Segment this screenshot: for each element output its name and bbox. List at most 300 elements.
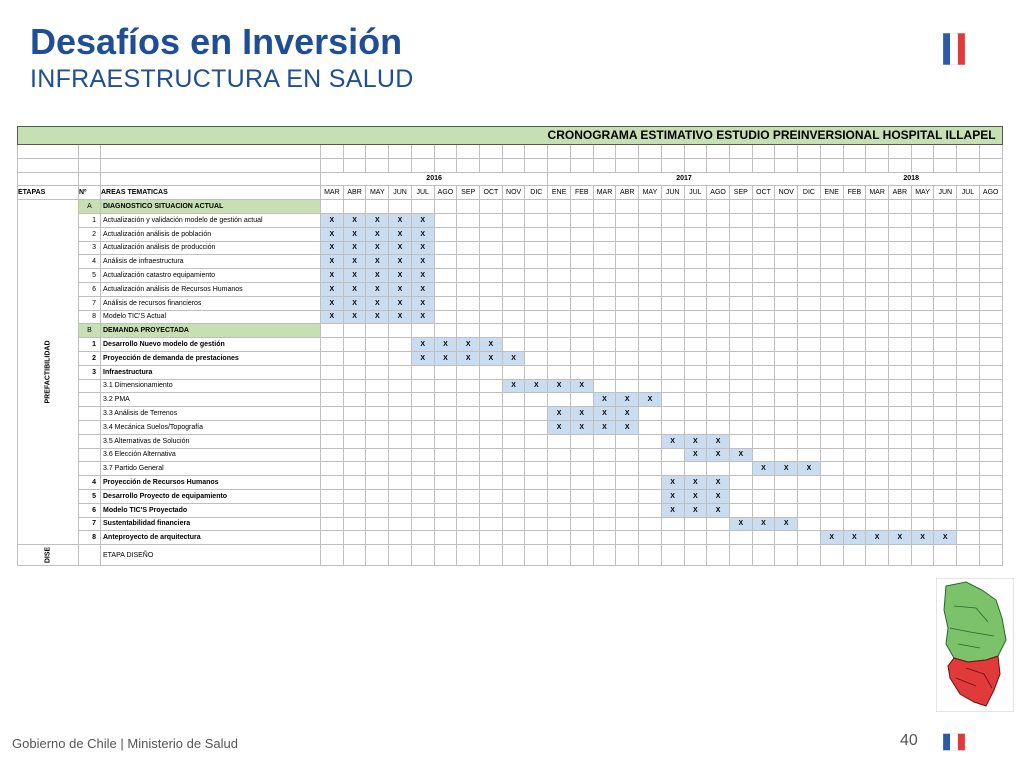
schedule-cell xyxy=(684,407,707,421)
empty-cell xyxy=(616,145,639,159)
schedule-cell xyxy=(366,351,389,365)
schedule-cell xyxy=(570,282,593,296)
schedule-cell xyxy=(866,476,889,490)
schedule-cell xyxy=(729,200,752,214)
schedule-cell xyxy=(684,213,707,227)
schedule-title: CRONOGRAMA ESTIMATIVO ESTUDIO PREINVERSIONAL HOSPITAL ILLAPEL xyxy=(18,127,1003,145)
schedule-cell xyxy=(548,351,571,365)
month-header: FEB xyxy=(570,186,593,200)
flag-bottom-icon xyxy=(943,716,965,768)
schedule-cell xyxy=(343,338,366,352)
footer-text: Gobierno de Chile | Ministerio de Salud xyxy=(12,736,238,751)
schedule-cell xyxy=(843,338,866,352)
schedule-cell xyxy=(979,213,1002,227)
activity-label: Desarrollo Proyecto de equipamiento xyxy=(101,489,321,503)
schedule-cell xyxy=(502,448,525,462)
schedule-cell xyxy=(661,448,684,462)
schedule-cell xyxy=(684,200,707,214)
schedule-cell xyxy=(775,420,798,434)
schedule-cell xyxy=(775,531,798,545)
schedule-cell xyxy=(820,448,843,462)
schedule-cell xyxy=(434,448,457,462)
schedule-cell xyxy=(457,531,480,545)
schedule-cell xyxy=(752,310,775,324)
table-row xyxy=(18,255,1003,269)
schedule-cell xyxy=(389,351,412,365)
table-row xyxy=(18,393,1003,407)
empty-cell xyxy=(729,158,752,172)
schedule-cell xyxy=(616,379,639,393)
schedule-cell xyxy=(389,462,412,476)
empty-cell xyxy=(820,158,843,172)
month-header: ABR xyxy=(343,186,366,200)
schedule-cell xyxy=(684,338,707,352)
schedule-cell xyxy=(321,462,344,476)
schedule-cell xyxy=(775,434,798,448)
schedule-cell xyxy=(639,420,662,434)
schedule-mark: X xyxy=(343,310,366,324)
row-number: 4 xyxy=(79,476,101,490)
schedule-mark: X xyxy=(684,476,707,490)
schedule-cell xyxy=(661,269,684,283)
activity-label: 3.1 Dimensionamiento xyxy=(101,379,321,393)
schedule-mark: X xyxy=(707,476,730,490)
schedule-cell xyxy=(616,517,639,531)
schedule-cell xyxy=(707,338,730,352)
schedule-cell xyxy=(707,517,730,531)
schedule-cell xyxy=(321,324,344,338)
schedule-mark: X xyxy=(321,269,344,283)
month-header: MAY xyxy=(366,186,389,200)
schedule-cell xyxy=(775,310,798,324)
schedule-cell xyxy=(525,462,548,476)
schedule-cell xyxy=(502,282,525,296)
schedule-cell xyxy=(593,503,616,517)
schedule-mark: X xyxy=(593,420,616,434)
schedule-cell xyxy=(820,324,843,338)
table-row xyxy=(18,241,1003,255)
schedule-cell xyxy=(616,227,639,241)
schedule-cell xyxy=(434,269,457,283)
schedule-cell xyxy=(525,324,548,338)
schedule-cell xyxy=(480,213,503,227)
month-header: NOV xyxy=(502,186,525,200)
schedule-cell xyxy=(661,241,684,255)
schedule-cell xyxy=(661,200,684,214)
schedule-mark: X xyxy=(570,407,593,421)
empty-cell xyxy=(502,145,525,159)
schedule-cell xyxy=(593,462,616,476)
schedule-cell xyxy=(457,241,480,255)
schedule-cell xyxy=(707,324,730,338)
schedule-cell xyxy=(434,420,457,434)
schedule-cell xyxy=(366,420,389,434)
schedule-cell xyxy=(525,420,548,434)
schedule-cell xyxy=(502,338,525,352)
schedule-cell xyxy=(593,379,616,393)
schedule-cell xyxy=(866,545,889,566)
schedule-cell xyxy=(389,379,412,393)
schedule-mark: X xyxy=(411,213,434,227)
schedule-cell xyxy=(729,310,752,324)
schedule-cell xyxy=(798,407,821,421)
schedule-cell xyxy=(866,269,889,283)
schedule-cell xyxy=(570,476,593,490)
page-title: Desafíos en Inversión xyxy=(30,21,403,62)
schedule-cell xyxy=(548,531,571,545)
schedule-cell xyxy=(548,310,571,324)
col-etapas: ETAPAS xyxy=(18,186,79,200)
schedule-cell xyxy=(775,200,798,214)
schedule-cell xyxy=(661,365,684,379)
schedule-cell xyxy=(957,310,980,324)
table-row xyxy=(18,282,1003,296)
schedule-mark: X xyxy=(480,351,503,365)
schedule-cell xyxy=(525,489,548,503)
schedule-cell xyxy=(729,227,752,241)
month-header: JUN xyxy=(934,186,957,200)
schedule-mark: X xyxy=(480,338,503,352)
schedule-cell xyxy=(570,241,593,255)
schedule-cell xyxy=(752,200,775,214)
activity-label: Actualización análisis de población xyxy=(101,227,321,241)
empty-cell xyxy=(661,145,684,159)
table-row xyxy=(18,462,1003,476)
schedule-cell xyxy=(525,476,548,490)
schedule-cell xyxy=(321,489,344,503)
schedule-cell xyxy=(798,434,821,448)
schedule-cell xyxy=(661,462,684,476)
schedule-cell xyxy=(979,365,1002,379)
empty-cell xyxy=(79,158,101,172)
schedule-cell xyxy=(707,227,730,241)
schedule-cell xyxy=(798,338,821,352)
empty-cell xyxy=(343,158,366,172)
schedule-cell xyxy=(843,296,866,310)
schedule-mark: X xyxy=(389,255,412,269)
schedule-cell xyxy=(820,310,843,324)
schedule-cell xyxy=(434,200,457,214)
schedule-cell xyxy=(366,531,389,545)
schedule-cell xyxy=(457,462,480,476)
schedule-cell xyxy=(957,420,980,434)
schedule-cell xyxy=(866,351,889,365)
empty-cell xyxy=(457,145,480,159)
schedule-cell xyxy=(957,503,980,517)
schedule-cell xyxy=(888,324,911,338)
schedule-cell xyxy=(457,407,480,421)
schedule-cell xyxy=(389,517,412,531)
schedule-cell xyxy=(343,517,366,531)
schedule-cell xyxy=(820,365,843,379)
schedule-cell xyxy=(593,255,616,269)
empty-cell xyxy=(343,145,366,159)
schedule-cell xyxy=(570,269,593,283)
schedule-cell xyxy=(570,338,593,352)
schedule-cell xyxy=(684,296,707,310)
schedule-cell xyxy=(480,200,503,214)
schedule-cell xyxy=(843,200,866,214)
schedule-cell xyxy=(593,282,616,296)
schedule-cell xyxy=(888,200,911,214)
row-number: A xyxy=(79,200,101,214)
schedule-cell xyxy=(866,227,889,241)
schedule-mark: X xyxy=(411,241,434,255)
empty-cell xyxy=(684,145,707,159)
schedule-cell xyxy=(684,545,707,566)
schedule-cell xyxy=(911,545,934,566)
schedule-cell xyxy=(457,255,480,269)
schedule-cell xyxy=(457,379,480,393)
schedule-mark: X xyxy=(548,420,571,434)
schedule-cell xyxy=(866,393,889,407)
schedule-cell xyxy=(752,296,775,310)
schedule-cell xyxy=(729,324,752,338)
schedule-cell xyxy=(979,545,1002,566)
schedule-cell xyxy=(729,393,752,407)
schedule-cell xyxy=(798,503,821,517)
schedule-cell xyxy=(343,476,366,490)
schedule-cell xyxy=(570,255,593,269)
schedule-cell xyxy=(888,420,911,434)
month-header: MAY xyxy=(911,186,934,200)
schedule-mark: X xyxy=(366,241,389,255)
schedule-cell xyxy=(752,476,775,490)
schedule-cell xyxy=(366,545,389,566)
col-num: Nº xyxy=(79,186,101,200)
schedule-cell xyxy=(798,269,821,283)
schedule-cell xyxy=(639,213,662,227)
schedule-cell xyxy=(957,393,980,407)
schedule-cell xyxy=(798,545,821,566)
schedule-cell xyxy=(798,393,821,407)
schedule-cell xyxy=(639,351,662,365)
schedule-mark: X xyxy=(411,296,434,310)
schedule-cell xyxy=(525,200,548,214)
schedule-cell xyxy=(366,503,389,517)
empty-cell xyxy=(775,145,798,159)
schedule-cell xyxy=(820,434,843,448)
schedule-mark: X xyxy=(752,462,775,476)
schedule-cell xyxy=(593,296,616,310)
schedule-mark: X xyxy=(366,282,389,296)
empty-cell xyxy=(979,158,1002,172)
schedule-cell xyxy=(570,393,593,407)
schedule-cell xyxy=(434,462,457,476)
empty-cell xyxy=(101,145,321,159)
schedule-cell xyxy=(707,393,730,407)
schedule-cell xyxy=(684,517,707,531)
empty-cell xyxy=(911,145,934,159)
schedule-cell xyxy=(366,489,389,503)
schedule-cell xyxy=(707,269,730,283)
schedule-cell xyxy=(593,476,616,490)
activity-label: Actualización análisis de Recursos Humanos xyxy=(101,282,321,296)
schedule-cell xyxy=(752,545,775,566)
schedule-cell xyxy=(888,338,911,352)
table-row xyxy=(18,269,1003,283)
schedule-cell xyxy=(866,462,889,476)
row-number: 7 xyxy=(79,517,101,531)
schedule-cell xyxy=(548,489,571,503)
schedule-cell xyxy=(548,282,571,296)
schedule-mark: X xyxy=(321,213,344,227)
schedule-cell xyxy=(480,393,503,407)
schedule-cell xyxy=(957,517,980,531)
schedule-cell xyxy=(934,545,957,566)
schedule-cell xyxy=(411,407,434,421)
schedule-cell xyxy=(957,338,980,352)
row-number: 5 xyxy=(79,489,101,503)
month-header: MAR xyxy=(593,186,616,200)
schedule-cell xyxy=(321,393,344,407)
schedule-cell xyxy=(934,310,957,324)
schedule-mark: X xyxy=(820,531,843,545)
empty-cell xyxy=(570,145,593,159)
schedule-cell xyxy=(911,338,934,352)
schedule-cell xyxy=(684,393,707,407)
schedule-cell xyxy=(570,310,593,324)
schedule-cell xyxy=(434,324,457,338)
schedule-cell xyxy=(934,448,957,462)
schedule-cell xyxy=(957,255,980,269)
empty-cell xyxy=(18,158,79,172)
schedule-cell xyxy=(979,489,1002,503)
table-row xyxy=(18,420,1003,434)
schedule-mark: X xyxy=(411,310,434,324)
row-number: 1 xyxy=(79,338,101,352)
schedule-cell xyxy=(548,200,571,214)
schedule-cell xyxy=(729,241,752,255)
schedule-cell xyxy=(684,241,707,255)
schedule-cell xyxy=(934,324,957,338)
empty-cell xyxy=(684,158,707,172)
schedule-mark: X xyxy=(911,531,934,545)
schedule-cell xyxy=(548,365,571,379)
schedule-cell xyxy=(321,531,344,545)
schedule-cell xyxy=(979,503,1002,517)
region-map-icon xyxy=(936,578,1014,712)
year-header: 2016 xyxy=(321,172,548,186)
schedule-cell xyxy=(661,531,684,545)
month-header: ENE xyxy=(548,186,571,200)
schedule-cell xyxy=(752,351,775,365)
schedule-cell xyxy=(888,255,911,269)
schedule-cell xyxy=(593,365,616,379)
schedule-cell xyxy=(411,393,434,407)
table-row xyxy=(18,324,1003,338)
schedule-cell xyxy=(616,448,639,462)
schedule-cell xyxy=(457,296,480,310)
schedule-cell xyxy=(480,227,503,241)
schedule-cell xyxy=(548,545,571,566)
schedule-cell xyxy=(366,517,389,531)
activity-label: 3.5 Alternativas de Solución xyxy=(101,434,321,448)
row-number xyxy=(79,434,101,448)
schedule-mark: X xyxy=(661,434,684,448)
schedule-cell xyxy=(934,269,957,283)
schedule-cell xyxy=(957,296,980,310)
schedule-cell xyxy=(321,517,344,531)
schedule-cell xyxy=(411,434,434,448)
activity-label: Infraestructura xyxy=(101,365,321,379)
schedule-cell xyxy=(729,296,752,310)
schedule-mark: X xyxy=(343,227,366,241)
schedule-cell xyxy=(434,379,457,393)
schedule-cell xyxy=(798,213,821,227)
row-number: B xyxy=(79,324,101,338)
schedule-cell xyxy=(979,282,1002,296)
schedule-cell xyxy=(729,407,752,421)
empty-cell xyxy=(525,145,548,159)
schedule-cell xyxy=(480,489,503,503)
schedule-cell xyxy=(911,420,934,434)
schedule-cell xyxy=(888,365,911,379)
schedule-mark: X xyxy=(321,310,344,324)
schedule-mark: X xyxy=(639,393,662,407)
schedule-cell xyxy=(548,269,571,283)
schedule-cell xyxy=(979,269,1002,283)
schedule-cell xyxy=(820,241,843,255)
schedule-cell xyxy=(570,489,593,503)
month-header: JUL xyxy=(684,186,707,200)
schedule-cell xyxy=(639,227,662,241)
month-header: JUL xyxy=(957,186,980,200)
month-header: JUL xyxy=(411,186,434,200)
schedule-cell xyxy=(934,393,957,407)
schedule-cell xyxy=(888,393,911,407)
schedule-cell xyxy=(502,393,525,407)
schedule-cell xyxy=(389,338,412,352)
month-header: DIC xyxy=(798,186,821,200)
schedule-cell xyxy=(866,379,889,393)
schedule-cell xyxy=(775,476,798,490)
schedule-cell xyxy=(979,241,1002,255)
schedule-cell xyxy=(911,269,934,283)
schedule-cell xyxy=(480,255,503,269)
schedule-cell xyxy=(457,476,480,490)
schedule-mark: X xyxy=(775,462,798,476)
schedule-cell xyxy=(752,503,775,517)
activity-label: Actualización y validación modelo de gestión actual xyxy=(101,213,321,227)
schedule-cell xyxy=(684,462,707,476)
schedule-mark: X xyxy=(389,241,412,255)
schedule-cell xyxy=(366,476,389,490)
schedule-cell xyxy=(457,545,480,566)
schedule-cell xyxy=(843,489,866,503)
schedule-cell xyxy=(570,365,593,379)
table-row xyxy=(18,517,1003,531)
empty-cell xyxy=(389,145,412,159)
schedule-mark: X xyxy=(866,531,889,545)
schedule-cell xyxy=(616,269,639,283)
schedule-cell xyxy=(411,379,434,393)
schedule-cell xyxy=(707,200,730,214)
schedule-cell xyxy=(343,365,366,379)
schedule-cell xyxy=(911,503,934,517)
page-number: 40 xyxy=(900,732,918,749)
schedule-mark: X xyxy=(616,420,639,434)
schedule-cell xyxy=(343,448,366,462)
empty-cell xyxy=(661,158,684,172)
schedule-cell xyxy=(729,213,752,227)
schedule-cell xyxy=(525,310,548,324)
schedule-table xyxy=(17,126,1003,566)
schedule-cell xyxy=(480,310,503,324)
empty-cell xyxy=(411,158,434,172)
schedule-cell xyxy=(979,296,1002,310)
schedule-mark: X xyxy=(411,338,434,352)
